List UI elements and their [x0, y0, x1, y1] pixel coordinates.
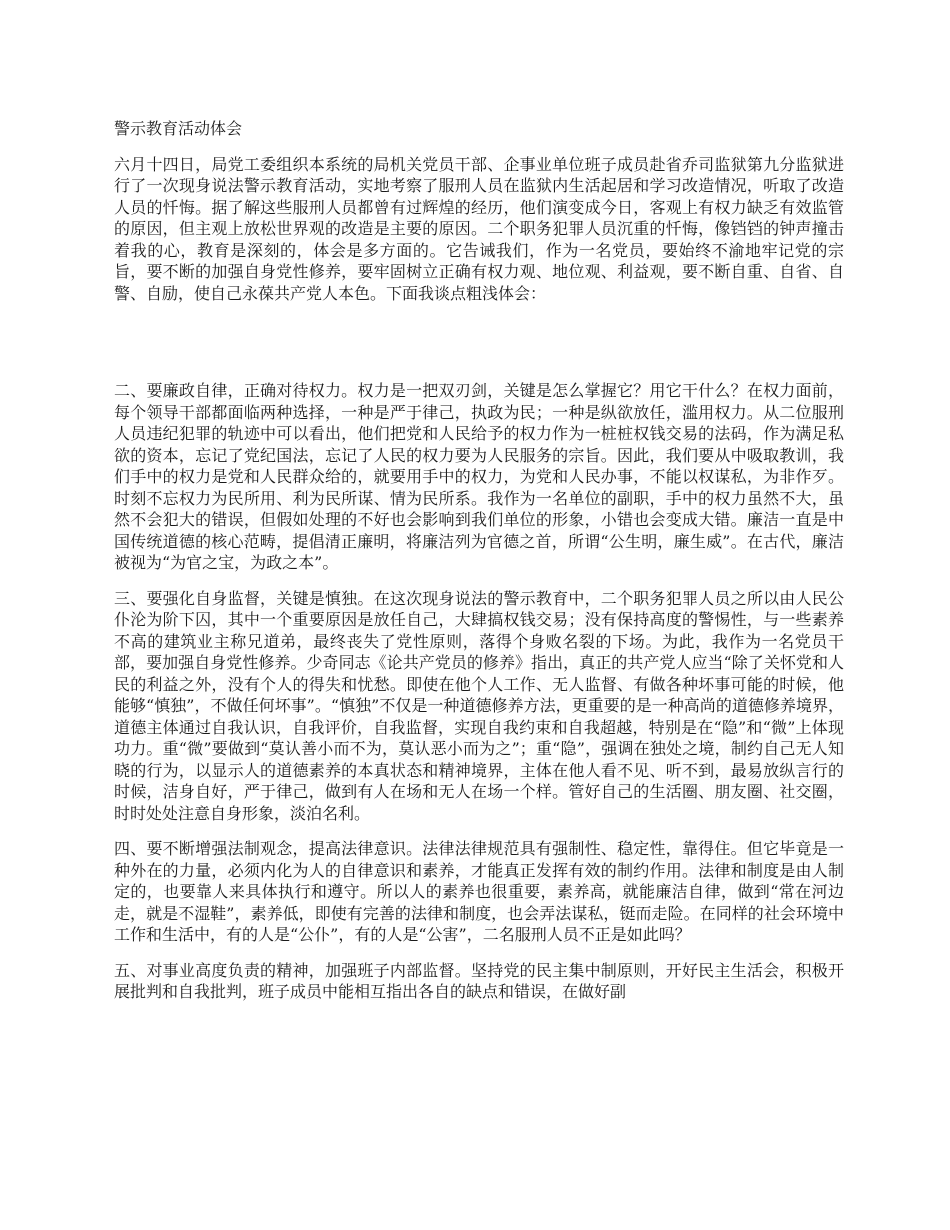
paragraph-section-5: 五、对事业高度负责的精神，加强班子内部监督。坚持党的民主集中制原则，开好民主生活会，积极开展批判和自我批判，班子成员中能相互指出各自的缺点和错误，在做好副	[114, 960, 844, 1001]
document-page	[114, 118, 844, 1017]
paragraph-section-4: 四、要不断增强法制观念，提高法律意识。法律法律规范具有强制性、稳定性，靠得住。但它毕竟是一种外在的力量，必须内化为人的自律意识和素养，才能真正发挥有效的制约作用。法律和制度是由人制定的，也要靠人来具体执行和遵守。所以人的素养也很重要，素养高，就能廉洁自律，做到“常在河边走，就是不湿鞋”，素养低，即使有完善的法律和制度，也会弄法谋私，铤而走险。在同样的社会环境中工作和生活中，有的人是“公仆”，有的人是“公害”，二名服刑人员不正是如此吗？	[114, 839, 844, 944]
document-title: 警示教育活动体会	[114, 119, 243, 138]
paragraph-section-3: 三、要强化自身监督，关键是慎独。在这次现身说法的警示教育中，二个职务犯罪人员之所以由人民公仆沦为阶下囚，其中一个重要原因是放任自己，大肆搞权钱交易；没有保持高度的警惕性，与一些素养不高的建筑业主称兄道弟，最终丧失了党性原则，落得个身败名裂的下场。为此，我作为一名党员干部，要加强自身党性修养。少奇同志《论共产党员的修养》指出，真正的共产党人应当“除了关怀党和人民的利益之外，没有个人的得失和忧愁。即使在他个人工作、无人监督、有做各种坏事可能的时候，他能够“慎独”，不做任何坏事”。“慎独”不仅是一种道德修养方法，更重要的是一种高尚的道德修养境界，道德主体通过自我认识，自我评价，自我监督，实现自我约束和自我超越，特别是在“隐”和“微”上体现功力。重“微”要做到“莫认善小而不为，莫认恶小而为之”；重“隐”，强调在独处之境，制约自己无人知晓的行为，以显示人的道德素养的本真状态和精神境界，主体在他人看不见、听不到，最易放纵言行的时候，洁身自好，严于律己，做到有人在场和无人在场一个样。管好自己的生活圈、朋友圈、社交圈，时时处处注意自身形象，淡泊名利。	[114, 588, 844, 823]
paragraph-intro: 六月十四日，局党工委组织本系统的局机关党员干部、企事业单位班子成员赴省乔司监狱第九分监狱进行了一次现身说法警示教育活动，实地考察了服刑人员在监狱内生活起居和学习改造情况，听取了改造人员的忏悔。据了解这些服刑人员都曾有过辉煌的经历，他们演变成今日，客观上有权力缺乏有效监管的原因，但主观上放松世界观的改造是主要的原因。二个职务犯罪人员沉重的忏悔，像铛铛的钟声撞击着我的心，教育是深刻的，体会是多方面的。它告诫我们，作为一名党员，要始终不渝地牢记党的宗旨，要不断的加强自身党性修养，要牢固树立正确有权力观、地位观、利益观，要不断自重、自省、自警、自励，使自己永葆共产党人本色。下面我谈点粗浅体会：	[114, 154, 844, 303]
paragraph-section-2: 二、要廉政自律，正确对待权力。权力是一把双刃剑，关键是怎么掌握它？用它干什么？在权力面前，每个领导干部都面临两种选择，一种是严于律己，执政为民；一种是纵欲放任，滥用权力。从二位服刑人员违纪犯罪的轨迹中可以看出，他们把党和人民给予的权力作为一桩桩权钱交易的法码，作为满足私欲的资本，忘记了党纪国法，忘记了人民的权力要为人民服务的宗旨。因此，我们要从中吸取教训，我们手中的权力是党和人民群众给的，就要用手中的权力，为党和人民办事，不能以权谋私，为非作歹。时刻不忘权力为民所用、利为民所谋、情为民所系。我作为一名单位的副职，手中的权力虽然不大，虽然不会犯大的错误，但假如处理的不好也会影响到我们单位的形象，小错也会变成大错。廉洁一直是中国传统道德的核心范畴，提倡清正廉明，将廉洁列为官德之首，所谓“公生明，廉生威”。在古代，廉洁被视为“为官之宝，为政之本”。	[114, 381, 844, 572]
